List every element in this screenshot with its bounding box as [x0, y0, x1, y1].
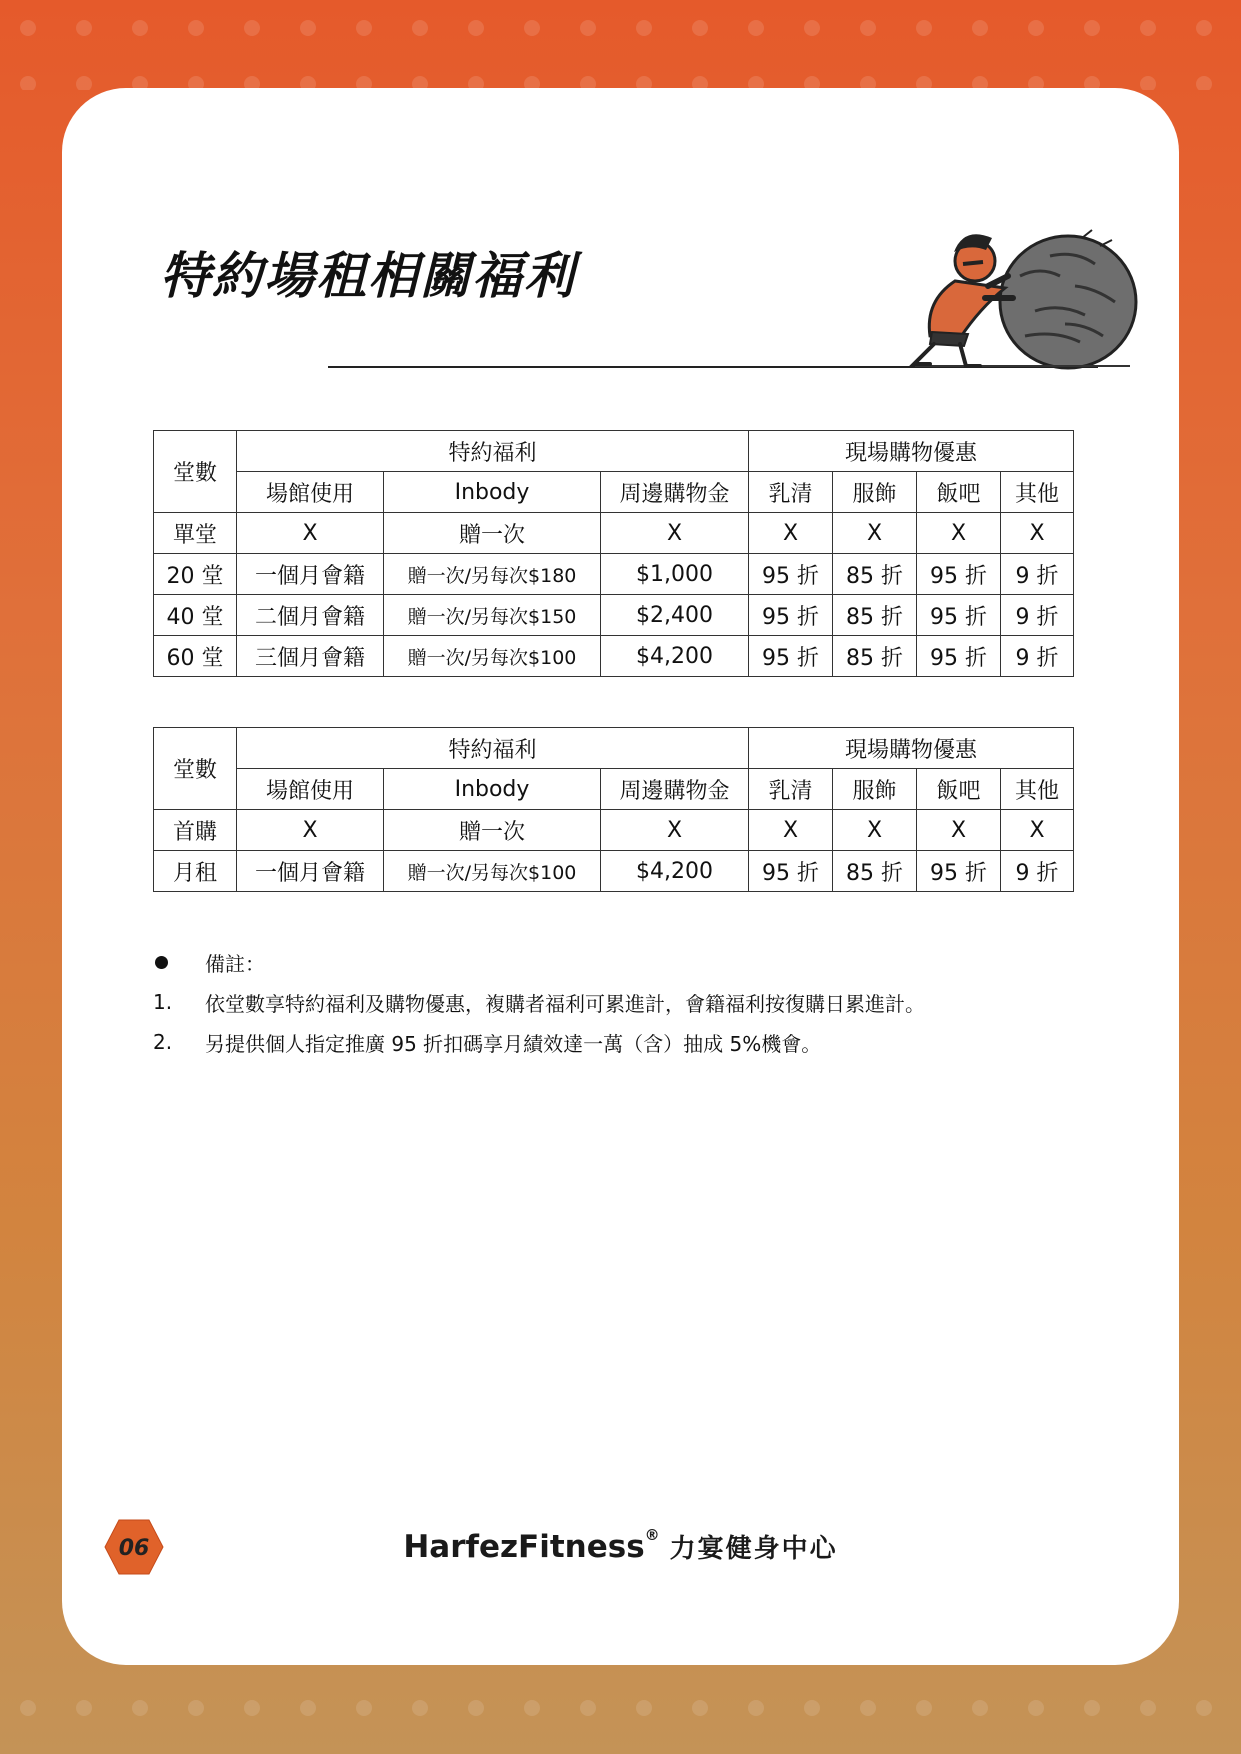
- page-number: 06: [118, 1536, 150, 1561]
- cell-whey: 95 折: [749, 851, 833, 892]
- cell-other: 9 折: [1001, 636, 1074, 677]
- notes-section: [153, 942, 1053, 1062]
- note-number: 2.: [153, 1030, 173, 1054]
- cell-meal: 95 折: [917, 851, 1001, 892]
- cell-venue: 一個月會籍: [237, 851, 384, 892]
- cell-credit: $2,400: [601, 595, 749, 636]
- header-venue: 場館使用: [237, 472, 384, 513]
- list-item: [153, 982, 1053, 1022]
- cell-inbody: 贈一次/另每次$180: [384, 554, 601, 595]
- cell-inbody: 贈一次/另每次$100: [384, 851, 601, 892]
- cell-count: 60 堂: [154, 636, 237, 677]
- list-item: [153, 1022, 1053, 1062]
- cell-meal: X: [917, 513, 1001, 554]
- header-group-benefits: 特約福利: [237, 728, 749, 769]
- cell-venue: 一個月會籍: [237, 554, 384, 595]
- cell-meal: 95 折: [917, 554, 1001, 595]
- cell-venue: 二個月會籍: [237, 595, 384, 636]
- cell-credit: $4,200: [601, 851, 749, 892]
- header-whey: 乳清: [749, 472, 833, 513]
- header-credit: 周邊購物金: [601, 769, 749, 810]
- registered-mark: ®: [644, 1526, 660, 1544]
- header-inbody: Inbody: [384, 769, 601, 810]
- header-group-shopping: 現場購物優惠: [749, 728, 1074, 769]
- cell-other: 9 折: [1001, 554, 1074, 595]
- brand-name: HarfezFitness: [403, 1529, 645, 1565]
- cell-meal: X: [917, 810, 1001, 851]
- notes-heading: 備註：: [205, 951, 265, 976]
- cell-venue: X: [237, 810, 384, 851]
- table-row: [154, 513, 1074, 554]
- footer-brand: [0, 1528, 1241, 1565]
- cell-apparel: X: [833, 810, 917, 851]
- note-number: 1.: [153, 990, 173, 1014]
- cell-credit: $4,200: [601, 636, 749, 677]
- header-count: 堂數: [154, 728, 237, 810]
- header-credit: 周邊購物金: [601, 472, 749, 513]
- header-other: 其他: [1001, 769, 1074, 810]
- cell-other: 9 折: [1001, 851, 1074, 892]
- header-meal: 飯吧: [917, 472, 1001, 513]
- cell-count: 首購: [154, 810, 237, 851]
- cell-other: 9 折: [1001, 595, 1074, 636]
- header-meal: 飯吧: [917, 769, 1001, 810]
- cell-meal: 95 折: [917, 636, 1001, 677]
- header-count: 堂數: [154, 431, 237, 513]
- boulder-pusher-icon: [860, 216, 1140, 376]
- cell-whey: 95 折: [749, 554, 833, 595]
- notes-heading-line: [153, 942, 1053, 982]
- bullet-marker: [153, 956, 205, 969]
- cell-whey: X: [749, 513, 833, 554]
- cell-whey: 95 折: [749, 595, 833, 636]
- table-row: [154, 554, 1074, 595]
- cell-count: 單堂: [154, 513, 237, 554]
- header-apparel: 服飾: [833, 472, 917, 513]
- cell-credit: X: [601, 810, 749, 851]
- cell-credit: $1,000: [601, 554, 749, 595]
- table-row: [154, 595, 1074, 636]
- header-apparel: 服飾: [833, 769, 917, 810]
- cell-apparel: 85 折: [833, 595, 917, 636]
- brand-name-chinese: 力宴健身中心: [669, 1534, 838, 1564]
- note-text: 依堂數享特約福利及購物優惠，複購者福利可累進計，會籍福利按復購日累進計。: [205, 991, 925, 1016]
- cell-other: X: [1001, 513, 1074, 554]
- cell-venue: X: [237, 513, 384, 554]
- cell-apparel: 85 折: [833, 554, 917, 595]
- cell-meal: 95 折: [917, 595, 1001, 636]
- header-group-shopping: 現場購物優惠: [749, 431, 1074, 472]
- cell-apparel: 85 折: [833, 636, 917, 677]
- cell-inbody: 贈一次: [384, 513, 601, 554]
- cell-inbody: 贈一次/另每次$100: [384, 636, 601, 677]
- header-whey: 乳清: [749, 769, 833, 810]
- cell-venue: 三個月會籍: [237, 636, 384, 677]
- cell-other: X: [1001, 810, 1074, 851]
- cell-count: 40 堂: [154, 595, 237, 636]
- bullet-dot-icon: [155, 956, 168, 969]
- cell-apparel: X: [833, 513, 917, 554]
- cell-whey: X: [749, 810, 833, 851]
- page-title: 特約場租相關福利: [160, 247, 576, 305]
- cell-count: 20 堂: [154, 554, 237, 595]
- table-row: [154, 636, 1074, 677]
- header-inbody: Inbody: [384, 472, 601, 513]
- cell-inbody: 贈一次: [384, 810, 601, 851]
- cell-apparel: 85 折: [833, 851, 917, 892]
- note-text: 另提供個人指定推廣 95 折扣碼享月績效達一萬（含）抽成 5%機會。: [205, 1031, 822, 1056]
- cell-count: 月租: [154, 851, 237, 892]
- cell-whey: 95 折: [749, 636, 833, 677]
- header-group-benefits: 特約福利: [237, 431, 749, 472]
- benefits-table-rental: [153, 727, 1074, 892]
- table-row: [154, 851, 1074, 892]
- header-venue: 場館使用: [237, 769, 384, 810]
- header-other: 其他: [1001, 472, 1074, 513]
- benefits-table-classes: [153, 430, 1074, 677]
- cell-inbody: 贈一次/另每次$150: [384, 595, 601, 636]
- table-row: [154, 810, 1074, 851]
- cell-credit: X: [601, 513, 749, 554]
